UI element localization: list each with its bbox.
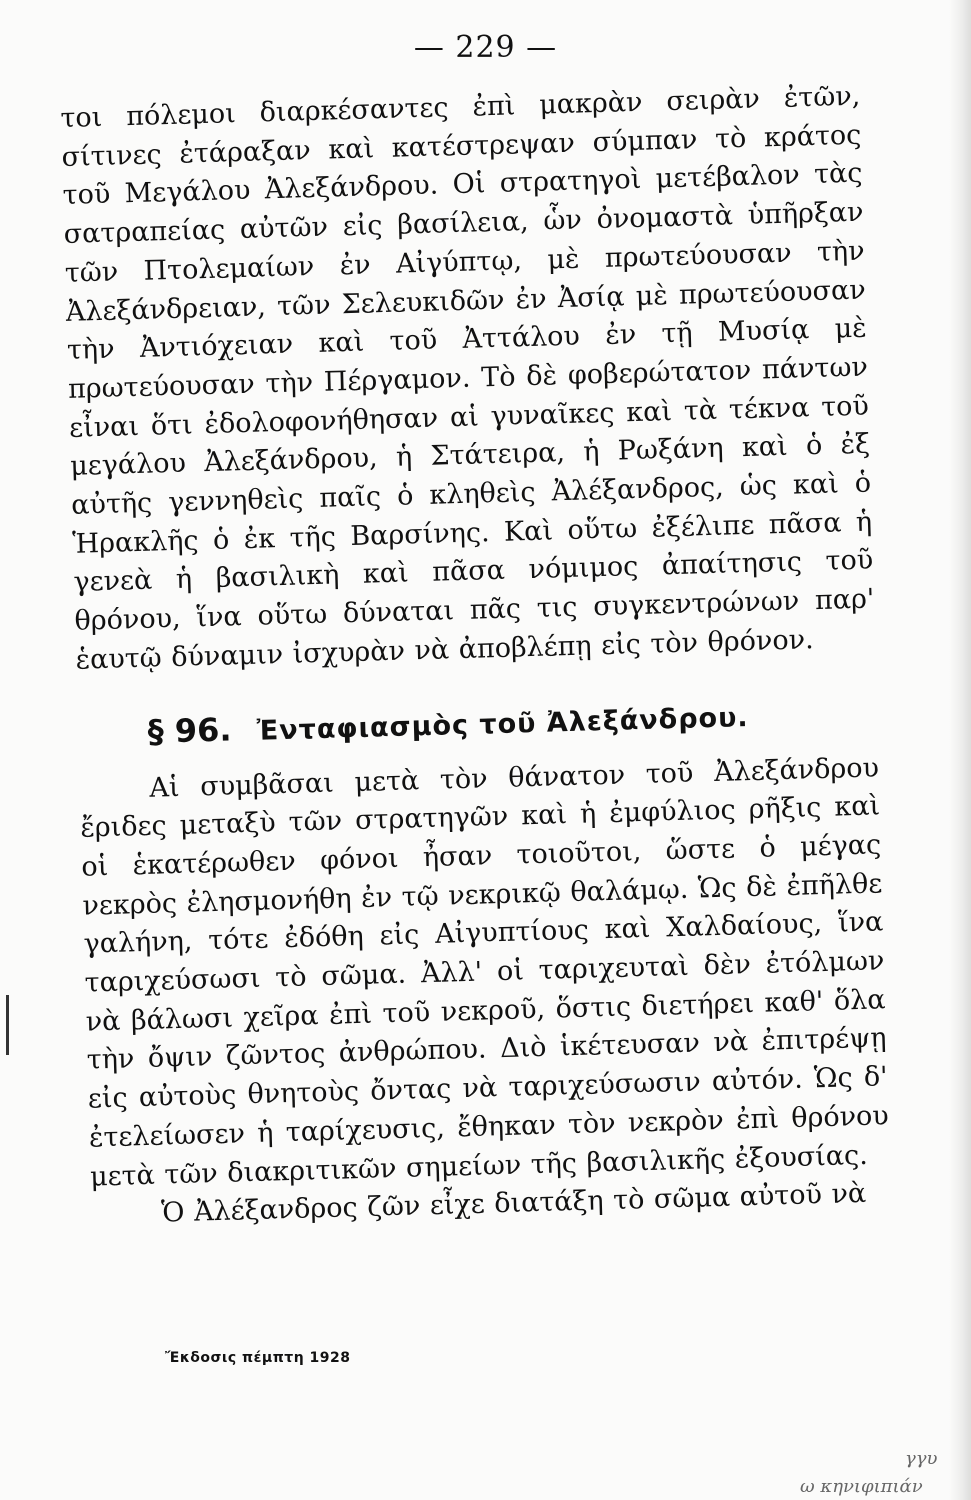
- page-edge-shadow: [949, 0, 971, 1500]
- edition-note: Ἔκδοσις πέμπτη 1928: [165, 1350, 351, 1366]
- margin-note-1: γγυ: [905, 1448, 938, 1469]
- section-number: § 96.: [147, 710, 232, 751]
- section-title: Ἐνταφιασμὸς τοῦ Ἀλεξάνδρου.: [256, 701, 749, 747]
- main-text: [60, 78, 891, 1236]
- margin-note-2: ω κηνιφιπιάν: [800, 1476, 923, 1497]
- section-heading: [147, 692, 878, 753]
- binding-mark: [6, 995, 9, 1055]
- paragraph-2: Αἱ συμβᾶσαι μετὰ τὸν θάνατον τοῦ Ἀλεξάνδρου ἔριδες μεταξὺ τῶν στρατηγῶν καὶ ἡ ἐμφύλιος ρῆξις καὶ οἱ ἑκατέρωθεν φόνοι ἦσαν τοιοῦτοι, ὥστε ὁ μέγας νεκρὸς ἐλησμονήθη ἐν τῷ νεκρικῷ θαλάμῳ. Ὡς δὲ ἐπῆλθε γαλήνη, τότε ἐδόθη εἰς Αἰγυπτίους καὶ Χαλδαίους, ἵνα ταριχεύσωσι τὸ σῶμα. Ἀλλ' οἱ ταριχευταὶ δὲν ἐτόλμων νὰ βάλωσι χεῖρα ἐπὶ τοῦ νεκροῦ, ὅστις διετήρει καθ' ὅλα τὴν ὄψιν ζῶντος ἀνθρώπου. Διὸ ἱκέτευσαν νὰ ἐπιτρέψῃ εἰς αὐτοὺς θνητοὺς ὄντας νὰ ταριχεύσωσιν αὐτόν. Ὡς δ' ἐτελείωσεν ἡ ταρίχευσις, ἔθηκαν τὸν νεκρὸν ἐπὶ θρόνου μετὰ τῶν διακριτικῶν σημείων τῆς βασιλικῆς ἐξουσίας.: [79, 751, 890, 1193]
- page-number: — 229 —: [413, 30, 558, 65]
- paragraph-3: Ὁ Ἀλέξανδρος ζῶν εἶχε διατάξη τὸ σῶμα αὐτοῦ νὰ: [160, 1178, 867, 1229]
- paragraph-1: τοι πόλεμοι διαρκέσαντες ἐπὶ μακρὰν σειρὰν ἐτῶν, σίτινες ἐτάραξαν καὶ κατέστρεψαν σύμπαν τὸ κράτος τοῦ Μεγάλου Ἀλεξάνδρου. Οἱ στρατηγοὶ μετέβαλον τὰς σατραπείας αὐτῶν εἰς βασίλεια, ὧν ὀνομαστὰ ὑπῆρξαν τῶν Πτολεμαίων ἐν Αἰγύπτῳ, μὲ πρωτεύουσαν τὴν Ἀλεξάνδρειαν, τῶν Σελευκιδῶν ἐν Ἀσίᾳ μὲ πρωτεύουσαν τὴν Ἀντιόχειαν καὶ τοῦ Ἀττάλου ἐν τῇ Μυσίᾳ μὲ πρωτεύουσαν τὴν Πέργαμον. Τὸ δὲ φοβερώτατον πάντων εἶναι ὅτι ἐδολοφονήθησαν αἱ γυναῖκες καὶ τὰ τέκνα τοῦ μεγάλου Ἀλεξάνδρου, ἡ Στάτειρα, ἡ Ρωξάνη καὶ ὁ ἐξ αὐτῆς γεννηθεὶς παῖς ὁ κληθεὶς Ἀλέξανδρος, ὡς καὶ ὁ Ἡρακλῆς ὁ ἐκ τῆς Βαρσίνης. Καὶ οὕτω ἐξέλιπε πᾶσα ἡ γενεὰ ἡ βασιλικὴ καὶ πᾶσα νόμιμος ἀπαίτησις τοῦ θρόνου, ἵνα οὕτω δύναται πᾶς τις συγκεντρώνων παρ' ἑαυτῷ δύναμιν ἰσχυρὰν νὰ ἀποβλέπῃ εἰς τὸν θρόνον.: [60, 80, 875, 676]
